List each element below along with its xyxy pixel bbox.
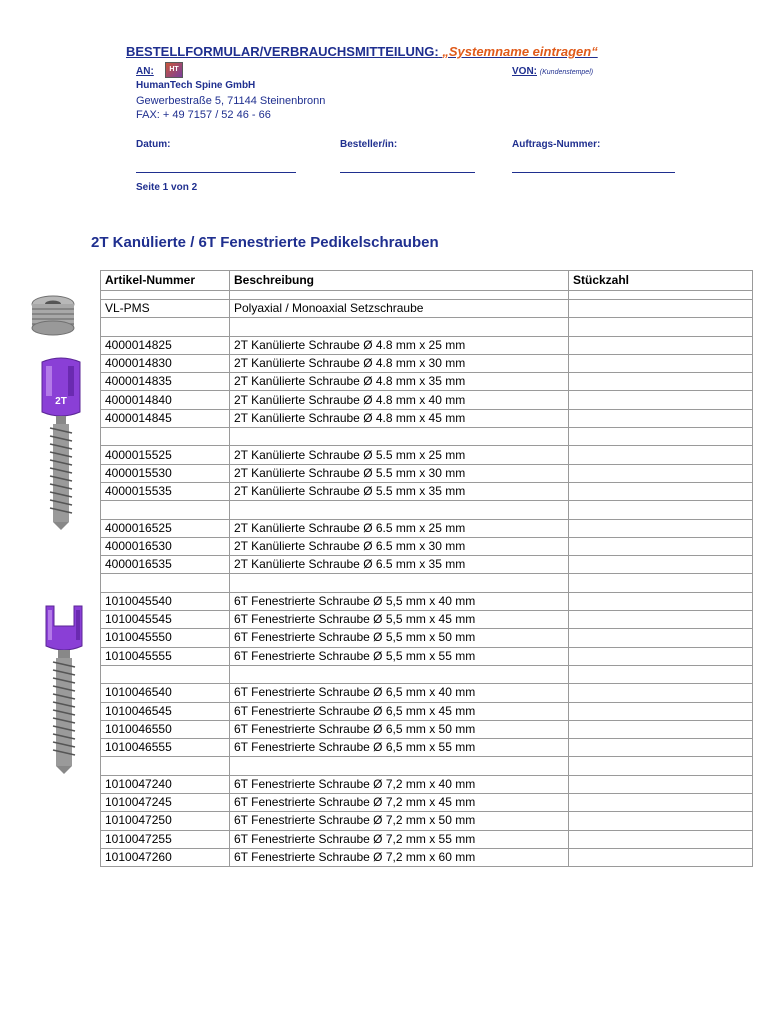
table-row — [101, 757, 753, 775]
article-number-cell — [101, 291, 230, 300]
quantity-cell[interactable] — [569, 373, 753, 391]
table-row — [101, 519, 753, 537]
description-cell: 6T Fenestrierte Schraube Ø 6,5 mm x 50 mm — [230, 720, 569, 738]
description-cell: Polyaxial / Monoaxial Setzschraube — [230, 300, 569, 318]
table-row — [101, 446, 753, 464]
quantity-cell[interactable] — [569, 757, 753, 775]
article-number-cell: 4000014825 — [101, 336, 230, 354]
article-number-cell: 4000016530 — [101, 537, 230, 555]
order-number-label: Auftrags-Nummer: — [512, 139, 601, 150]
description-cell: 6T Fenestrierte Schraube Ø 5,5 mm x 45 mm — [230, 611, 569, 629]
quantity-cell[interactable] — [569, 739, 753, 757]
table-row — [101, 501, 753, 519]
description-cell: 2T Kanülierte Schraube Ø 5.5 mm x 25 mm — [230, 446, 569, 464]
description-cell: 2T Kanülierte Schraube Ø 4.8 mm x 30 mm — [230, 354, 569, 372]
page-indicator: Seite 1 von 2 — [136, 182, 198, 193]
orderer-label: Besteller/in: — [340, 139, 398, 150]
description-cell: 2T Kanülierte Schraube Ø 4.8 mm x 35 mm — [230, 373, 569, 391]
screw-2t-label: 2T — [55, 396, 67, 407]
quantity-cell[interactable] — [569, 464, 753, 482]
cannulated-screw-image — [38, 354, 84, 530]
description-cell: 6T Fenestrierte Schraube Ø 7,2 mm x 45 mm — [230, 794, 569, 812]
article-number-cell: 1010045550 — [101, 629, 230, 647]
quantity-cell[interactable] — [569, 592, 753, 610]
table-row — [101, 409, 753, 427]
description-cell: 6T Fenestrierte Schraube Ø 5,5 mm x 40 mm — [230, 592, 569, 610]
description-cell — [230, 428, 569, 446]
table-row — [101, 428, 753, 446]
table-row — [101, 720, 753, 738]
description-cell: 2T Kanülierte Schraube Ø 6.5 mm x 35 mm — [230, 556, 569, 574]
quantity-cell[interactable] — [569, 336, 753, 354]
article-number-cell: 4000016535 — [101, 556, 230, 574]
article-number-cell — [101, 501, 230, 519]
table-row — [101, 373, 753, 391]
article-number-cell: 4000014845 — [101, 409, 230, 427]
quantity-cell[interactable] — [569, 300, 753, 318]
date-field[interactable] — [136, 172, 296, 173]
company-address: Gewerbestraße 5, 71144 Steinenbronn — [136, 95, 326, 107]
article-number-cell: 1010047250 — [101, 812, 230, 830]
article-number-cell: 1010045540 — [101, 592, 230, 610]
description-cell — [230, 318, 569, 336]
article-number-cell — [101, 665, 230, 683]
fenestrated-screw-image — [44, 602, 84, 774]
table-row — [101, 647, 753, 665]
quantity-cell[interactable] — [569, 519, 753, 537]
description-cell — [230, 665, 569, 683]
quantity-cell[interactable] — [569, 848, 753, 866]
article-number-cell: 4000014835 — [101, 373, 230, 391]
article-number-cell: 1010046540 — [101, 684, 230, 702]
table-row — [101, 629, 753, 647]
table-row — [101, 830, 753, 848]
description-cell: 6T Fenestrierte Schraube Ø 7,2 mm x 40 mm — [230, 775, 569, 793]
article-number-cell: 4000015535 — [101, 482, 230, 500]
article-number-cell: 1010047255 — [101, 830, 230, 848]
table-row — [101, 482, 753, 500]
orderer-field[interactable] — [340, 172, 475, 173]
table-row — [101, 684, 753, 702]
article-number-cell: 1010046545 — [101, 702, 230, 720]
quantity-cell[interactable] — [569, 684, 753, 702]
table-row — [101, 848, 753, 866]
article-number-cell: 1010047260 — [101, 848, 230, 866]
table-row — [101, 300, 753, 318]
article-number-cell: VL-PMS — [101, 300, 230, 318]
table-row — [101, 556, 753, 574]
quantity-cell[interactable] — [569, 482, 753, 500]
column-header-description: Beschreibung — [230, 271, 569, 291]
article-number-cell — [101, 318, 230, 336]
customer-stamp-note: (Kundenstempel) — [539, 69, 594, 76]
system-name-placeholder: „Systemname eintragen“ — [442, 44, 598, 59]
table-row — [101, 574, 753, 592]
quantity-cell[interactable] — [569, 574, 753, 592]
column-header-article: Artikel-Nummer — [101, 271, 230, 291]
description-cell: 2T Kanülierte Schraube Ø 4.8 mm x 45 mm — [230, 409, 569, 427]
article-number-cell: 1010045545 — [101, 611, 230, 629]
article-number-cell — [101, 428, 230, 446]
description-cell — [230, 574, 569, 592]
table-row — [101, 291, 753, 300]
quantity-cell[interactable] — [569, 629, 753, 647]
description-cell: 6T Fenestrierte Schraube Ø 5,5 mm x 55 mm — [230, 647, 569, 665]
order-number-field[interactable] — [512, 172, 675, 173]
article-number-cell: 1010046550 — [101, 720, 230, 738]
column-header-quantity: Stückzahl — [569, 271, 753, 291]
table-row — [101, 354, 753, 372]
quantity-cell[interactable] — [569, 794, 753, 812]
section-title: 2T Kanülierte / 6T Fenestrierte Pedikelschrauben — [91, 234, 439, 251]
quantity-cell[interactable] — [569, 409, 753, 427]
date-label: Datum: — [136, 139, 171, 150]
company-logo: HT — [165, 62, 183, 78]
quantity-cell[interactable] — [569, 611, 753, 629]
order-table — [100, 270, 753, 867]
quantity-cell[interactable] — [569, 775, 753, 793]
table-row — [101, 794, 753, 812]
company-name: HumanTech Spine GmbH — [136, 80, 256, 91]
description-cell: 6T Fenestrierte Schraube Ø 7,2 mm x 60 mm — [230, 848, 569, 866]
description-cell: 2T Kanülierte Schraube Ø 5.5 mm x 30 mm — [230, 464, 569, 482]
quantity-cell[interactable] — [569, 702, 753, 720]
sender-label: VON: (Kundenstempel) — [512, 66, 594, 77]
form-title: BESTELLFORMULAR/VERBRAUCHSMITTEILUNG: „Systemname eintragen“ — [126, 44, 598, 59]
table-row — [101, 391, 753, 409]
article-number-cell: 1010047240 — [101, 775, 230, 793]
article-number-cell: 1010047245 — [101, 794, 230, 812]
description-cell: 6T Fenestrierte Schraube Ø 6,5 mm x 40 mm — [230, 684, 569, 702]
table-row — [101, 464, 753, 482]
description-cell — [230, 291, 569, 300]
quantity-cell[interactable] — [569, 318, 753, 336]
description-cell: 2T Kanülierte Schraube Ø 4.8 mm x 40 mm — [230, 391, 569, 409]
description-cell: 6T Fenestrierte Schraube Ø 7,2 mm x 50 mm — [230, 812, 569, 830]
description-cell: 6T Fenestrierte Schraube Ø 7,2 mm x 55 mm — [230, 830, 569, 848]
setscrew-image — [30, 294, 76, 338]
article-number-cell: 4000014830 — [101, 354, 230, 372]
description-cell: 6T Fenestrierte Schraube Ø 6,5 mm x 45 mm — [230, 702, 569, 720]
article-number-cell: 4000014840 — [101, 391, 230, 409]
description-cell: 2T Kanülierte Schraube Ø 6.5 mm x 25 mm — [230, 519, 569, 537]
quantity-cell[interactable] — [569, 720, 753, 738]
quantity-cell[interactable] — [569, 354, 753, 372]
quantity-cell[interactable] — [569, 291, 753, 300]
table-row — [101, 702, 753, 720]
company-fax: FAX: + 49 7157 / 52 46 - 66 — [136, 109, 271, 121]
article-number-cell: 4000015525 — [101, 446, 230, 464]
quantity-cell[interactable] — [569, 812, 753, 830]
quantity-cell[interactable] — [569, 428, 753, 446]
quantity-cell[interactable] — [569, 501, 753, 519]
table-row — [101, 592, 753, 610]
quantity-cell[interactable] — [569, 665, 753, 683]
description-cell — [230, 757, 569, 775]
recipient-label: AN: — [136, 66, 154, 77]
description-cell — [230, 501, 569, 519]
description-cell: 2T Kanülierte Schraube Ø 5.5 mm x 35 mm — [230, 482, 569, 500]
description-cell: 6T Fenestrierte Schraube Ø 6,5 mm x 55 mm — [230, 739, 569, 757]
table-row — [101, 336, 753, 354]
article-number-cell: 1010045555 — [101, 647, 230, 665]
table-row — [101, 812, 753, 830]
description-cell: 2T Kanülierte Schraube Ø 4.8 mm x 25 mm — [230, 336, 569, 354]
quantity-cell[interactable] — [569, 446, 753, 464]
table-row — [101, 611, 753, 629]
table-row — [101, 775, 753, 793]
quantity-cell[interactable] — [569, 537, 753, 555]
quantity-cell[interactable] — [569, 556, 753, 574]
article-number-cell — [101, 757, 230, 775]
quantity-cell[interactable] — [569, 830, 753, 848]
article-number-cell: 4000015530 — [101, 464, 230, 482]
table-row — [101, 665, 753, 683]
table-row — [101, 318, 753, 336]
table-header-row — [101, 271, 753, 291]
article-number-cell: 1010046555 — [101, 739, 230, 757]
table-row — [101, 739, 753, 757]
table-row — [101, 537, 753, 555]
article-number-cell: 4000016525 — [101, 519, 230, 537]
description-cell: 6T Fenestrierte Schraube Ø 5,5 mm x 50 mm — [230, 629, 569, 647]
description-cell: 2T Kanülierte Schraube Ø 6.5 mm x 30 mm — [230, 537, 569, 555]
quantity-cell[interactable] — [569, 647, 753, 665]
article-number-cell — [101, 574, 230, 592]
quantity-cell[interactable] — [569, 391, 753, 409]
